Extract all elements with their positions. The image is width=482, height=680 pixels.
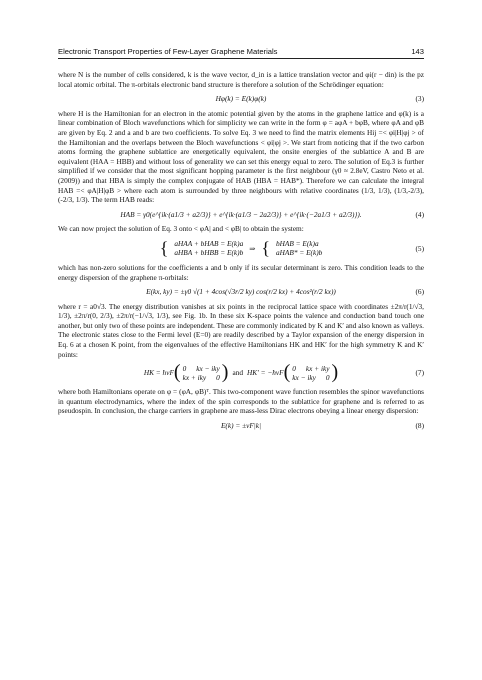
equation-6-number: (6) xyxy=(415,287,424,297)
equation-8-body: E(k) = ±vF|k| xyxy=(220,421,262,431)
hkp-label: HK′ = −ħvF xyxy=(247,368,284,378)
hkp-matrix: ( 0 kx + iky kx − iky 0 ) xyxy=(283,361,339,384)
and-word: and xyxy=(232,368,244,378)
equation-7-number: (7) xyxy=(415,368,424,378)
hkp-n21: kx − iky xyxy=(292,373,316,383)
paragraph-6: where both Hamiltonians operate on φ = (φA, φB)ᵀ. This two-component wave function resembles the spinor wavefunctions in quantum electrodynamics, where the index of the spin corresponds to the sublattice for graphene and is referred to as pseudospin. In conclusion, the charge carriers in graphene are mass-less Dirac electrons obeying a linear energy dispersion: xyxy=(58,387,424,416)
hk-matrix: ( 0 kx − iky kx + iky 0 ) xyxy=(173,361,229,384)
equation-4-number: (4) xyxy=(415,209,424,219)
hk-label: HK = ħvF xyxy=(143,368,174,378)
equation-6-body: E(kx, ky) = ±γ0 √(1 + 4cos(√3r/2 ky) cos(r/2 kx) + 4cos²(r/2 kx)) xyxy=(146,287,336,297)
equation-8-number: (8) xyxy=(415,421,424,431)
equation-5-left-1: aHAA + bHAB = E(k)a xyxy=(174,238,244,248)
hkp-n11: 0 xyxy=(292,364,296,374)
hk-m12: kx − iky xyxy=(196,364,220,374)
hkp-n22: 0 xyxy=(325,373,330,383)
paragraph-2: where H is the Hamiltonian for an electron in the atomic potential given by the atoms in the graphene lattice and φ(k) is a linear combination of Bloch wavefunctions which for simplicity we can write in the form φ = aφA + bφB, where φA and φB are given by Eq. 2 and a and b are two coefficients. To solve Eq. 3 we need to find the matrix elements Hij =< φi|H|φj > of the Hamiltonian and the overlaps between the Bloch wavefunctions < φi|φj >. We start from noticing that if the two carbon atoms forming the graphene sublattice are energetically equivalent, the onsite energies of the sublattice A and B are equivalent (HAA = HBB) and without loss of generality we can set this energy equal to zero. The solution of Eq.3 is further simplified if we consider that the most significant hopping parameter is the first neighbour (γ0 ≈ 2.8eV, Castro Neto et al. (2009)) and that HBA is simply the complex conjugate of HAB (HBA = HAB*). Therefore we can calculate the integral HAB =< φA|H|φB > where each atom is surrounded by three neighbours with relative coordinates (1/3, 1/3), (1/3,-2/3), (-2/3, 1/3). The term HAB reads: xyxy=(58,108,424,205)
equation-5-right-2: aHAB* = E(k)b xyxy=(276,248,323,258)
page-number: 143 xyxy=(411,47,424,56)
header-title: Electronic Transport Properties of Few-Layer Graphene Materials xyxy=(58,47,278,56)
equation-3-number: (3) xyxy=(415,94,424,104)
equation-5-right-1: bHAB = E(k)a xyxy=(276,238,319,248)
equation-5 xyxy=(58,239,424,258)
equation-6 xyxy=(58,287,424,297)
equation-3 xyxy=(58,94,424,104)
running-header xyxy=(58,47,424,59)
equation-7 xyxy=(58,361,424,384)
equation-4-body: HAB = γ0(e^{ik·(a1/3 + a2/3)} + e^{ik·(a1/3 − 2a2/3)} + e^{ik·(−2a1/3 + a2/3)}). xyxy=(120,209,362,219)
hkp-n12: kx + iky xyxy=(305,364,330,374)
equation-4 xyxy=(58,210,424,220)
equation-3-body: Hφ(k) = E(k)φ(k) xyxy=(215,94,267,104)
equation-5-left-2: aHBA + bHBB = E(k)b xyxy=(174,248,244,258)
hk-m22: 0 xyxy=(216,373,220,383)
implies-arrow: ⇒ xyxy=(249,243,256,253)
main-content xyxy=(58,70,424,436)
right-brace: { xyxy=(261,238,271,259)
paragraph-5: where r = a0√3. The energy distribution vanishes at six points in the reciprocal lattice space with coordinates ±2π/r(1/√3, 1/3), ±2π/r(0, 2/3), ±2π/r(−1/√3, 1/3), see Fig. 1b. In these six K-space points the valence and conduction band touch one another, but only two of these points are independent. These are commonly indicated by K and K′ and also known as valleys. The electronic states close to the Fermi level (E=0) are readily described by a Taylor expansion of the energy dispersion in Eq. 6 at a chosen K point, from the eigenvalues of the effective Hamiltonians HK and HK′ for the high symmetry K and K′ points: xyxy=(58,301,424,359)
paragraph-3: We can now project the solution of Eq. 3 onto < φA| and < φB| to obtain the system: xyxy=(58,224,304,234)
left-brace: { xyxy=(159,238,169,259)
paragraph-1: where N is the number of cells considered, k is the wave vector, d_in is a lattice translation vector and φi(r − din) is the pz local atomic orbital. The π-orbitals electronic band structure is therefore a solution of the Schrödinger equation: xyxy=(58,70,424,89)
equation-5-number: (5) xyxy=(415,243,424,253)
paragraph-4: which has non-zero solutions for the coefficients a and b only if its secular determinant is zero. This condition leads to the energy dispersion of the graphene π-orbitals: xyxy=(58,262,424,282)
hk-m21: kx + iky xyxy=(182,373,207,383)
equation-8 xyxy=(58,421,424,431)
hk-m11: 0 xyxy=(182,364,187,374)
